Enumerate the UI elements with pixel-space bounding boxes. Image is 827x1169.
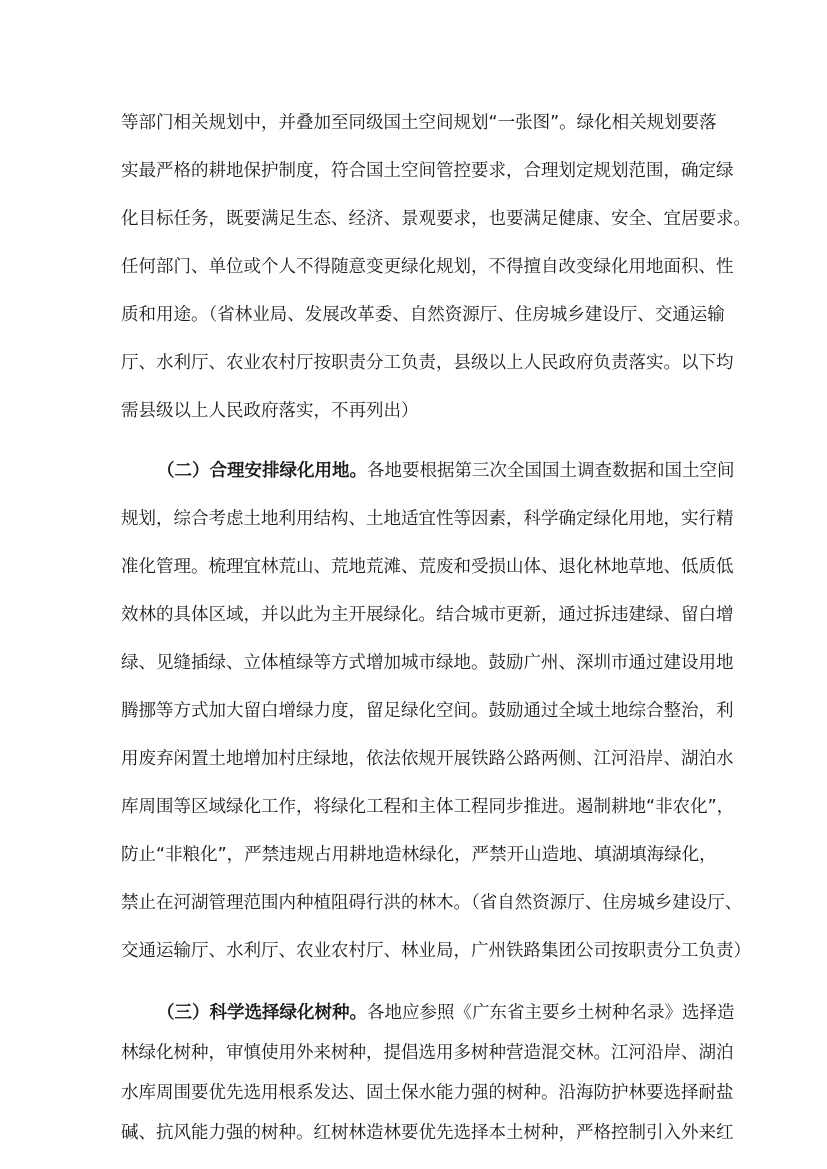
section-two-line-4: 效林的具体区域，并以此为主开展绿化。结合城市更新，通过拆违建绿、留白增 [121,605,734,625]
section-two-line-6: 腾挪等方式加大留白增绿力度，留足绿化空间。鼓励通过全域土地综合整治，利 [121,701,734,721]
section-three-line-3: 水库周围要优先选用根系发达、固土保水能力强的树种。沿海防护林要选择耐盐 [121,1083,734,1103]
intro-line-5: 质和用途。（省林业局、发展改革委、自然资源厅、住房城乡建设厅、交通运输 [121,305,725,325]
section-two-line-2: 规划，综合考虑土地利用结构、土地适宜性等因素，科学确定绿化用地，实行精 [121,509,734,529]
section-two-line-5: 绿、见缝插绿、立体植绿等方式增加城市绿地。鼓励广州、深圳市通过建设用地 [121,653,734,673]
intro-line-6: 厅、水利厅、农业农村厅按职责分工负责，县级以上人民政府负责落实。以下均 [121,353,734,373]
section-two-line-9: 防止“非粮化”，严禁违规占用耕地造林绿化，严禁开山造地、填湖填海绿化， [121,845,717,865]
intro-line-4: 任何部门、单位或个人不得随意变更绿化规划，不得擅自改变绿化用地面积、性 [121,257,734,277]
section-two-line-3: 准化管理。梳理宜林荒山、荒地荒滩、荒废和受损山体、退化林地草地、低质低 [121,557,734,577]
intro-line-2: 实最严格的耕地保护制度，符合国土空间管控要求，合理划定规划范围，确定绿 [121,161,734,181]
section-two-first-line-text: 各地要根据第三次全国国土调查数据和国土空间 [367,461,735,481]
section-two-heading: （二）合理安排绿化用地。 [157,461,367,481]
intro-line-3: 化目标任务，既要满足生态、经济、景观要求，也要满足健康、安全、宜居要求。 [121,209,751,229]
intro-line-7: 需县级以上人民政府落实，不再列出） [121,401,419,421]
section-two-line-8: 库周围等区域绿化工作，将绿化工程和主体工程同步推进。遏制耕地“非农化”， [121,797,735,817]
section-two-first-line [157,458,735,484]
section-three-first-line-text: 各地应参照《广东省主要乡土树种名录》选择造 [367,1003,735,1023]
section-three-first-line [157,1000,735,1026]
section-two-line-10: 禁止在河湖管理范围内种植阻碍行洪的林木。（省自然资源厅、住房城乡建设厅、 [121,893,743,913]
intro-line-1: 等部门相关规划中，并叠加至同级国土空间规划“一张图”。绿化相关规划要落 [121,113,717,133]
section-three-line-4: 碱、抗风能力强的树种。红树林造林要优先选择本土树种，严格控制引入外来红 [121,1123,734,1143]
section-two-line-7: 用废弃闲置土地增加村庄绿地，依法依规开展铁路公路两侧、江河沿岸、湖泊水 [121,749,734,769]
section-three-line-2: 林绿化树种，审慎使用外来树种，提倡选用多树种营造混交林。江河沿岸、湖泊 [121,1043,734,1063]
section-two-line-11: 交通运输厅、水利厅、农业农村厅、林业局，广州铁路集团公司按职责分工负责） [121,941,751,961]
section-three-heading: （三）科学选择绿化树种。 [157,1003,367,1023]
